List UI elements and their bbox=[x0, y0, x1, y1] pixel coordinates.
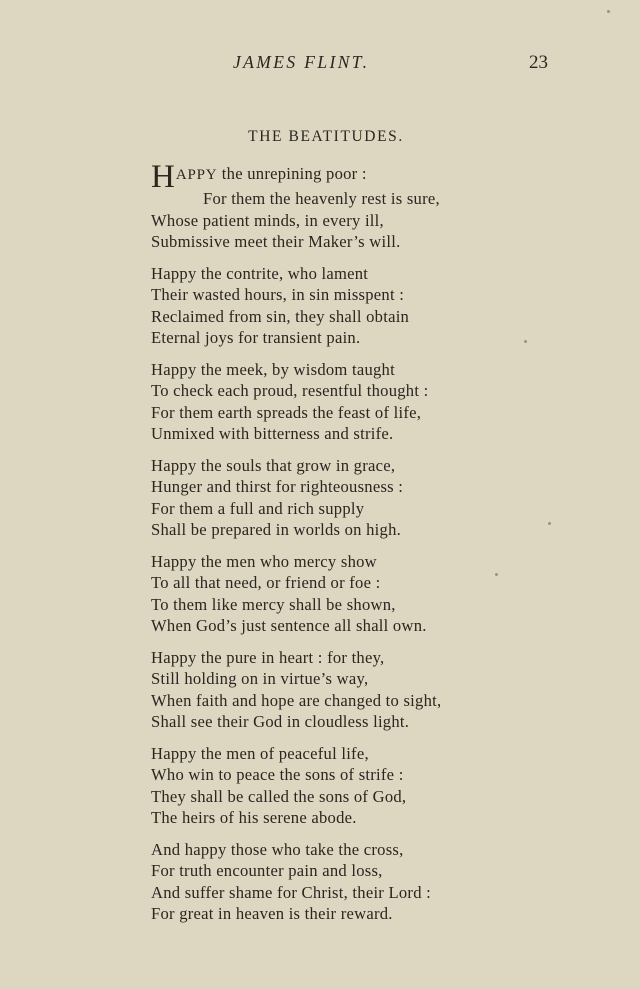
poem-line: Submissive meet their Maker’s will. bbox=[151, 232, 401, 251]
poem-line: Eternal joys for transient pain. bbox=[151, 328, 361, 347]
poem-line: Still holding on in virtue’s way, bbox=[151, 669, 369, 688]
poem-line: Unmixed with bitterness and strife. bbox=[151, 424, 394, 443]
poem-line: Who win to peace the sons of strife : bbox=[151, 765, 404, 784]
poem-line: When faith and hope are changed to sight, bbox=[151, 690, 442, 710]
poem-line: For great in heaven is their reward. bbox=[151, 904, 393, 923]
poem-title: THE BEATITUDES. bbox=[248, 128, 404, 145]
poem-line: Shall see their God in cloudless light. bbox=[151, 712, 410, 731]
stanza bbox=[151, 263, 531, 349]
poem-body bbox=[151, 159, 531, 935]
stanza bbox=[151, 359, 531, 445]
poem-line: Whose patient minds, in every ill, bbox=[151, 210, 384, 230]
running-head bbox=[0, 52, 640, 76]
poem-line: Happy the men of peaceful life, bbox=[151, 743, 369, 763]
poem-line: And happy those who take the cross, bbox=[151, 839, 404, 859]
running-title: JAMES FLINT. bbox=[233, 52, 370, 72]
poem-line: And suffer shame for Christ, their Lord : bbox=[151, 882, 431, 902]
poem-line: When God’s just sentence all shall own. bbox=[151, 616, 427, 635]
poem-line: Happy the souls that grow in grace, bbox=[151, 455, 396, 475]
drop-cap: H bbox=[151, 159, 175, 195]
stanza bbox=[151, 743, 531, 829]
poem-line: Happy the meek, by wisdom taught bbox=[151, 359, 395, 379]
first-line-rest: the unrepining poor : bbox=[217, 164, 367, 183]
poem-line: For them the heavenly rest is sure, bbox=[203, 189, 440, 208]
poem-line: Their wasted hours, in sin misspent : bbox=[151, 285, 405, 304]
poem-line: For truth encounter pain and loss, bbox=[151, 861, 383, 880]
poem-line: For them earth spreads the feast of life, bbox=[151, 402, 422, 422]
poem-line bbox=[151, 159, 531, 195]
paper-speck bbox=[495, 573, 498, 576]
stanza bbox=[151, 159, 531, 253]
first-word-small-caps: APPY bbox=[175, 167, 218, 183]
poem-line: Happy the men who mercy show bbox=[151, 551, 377, 571]
poem-line: Hunger and thirst for righteousness : bbox=[151, 477, 404, 496]
poem-line: Happy the pure in heart : for they, bbox=[151, 647, 385, 667]
poem-line: To all that need, or friend or foe : bbox=[151, 573, 381, 592]
stanza bbox=[151, 455, 531, 541]
paper-speck bbox=[524, 340, 527, 343]
poem-line: The heirs of his serene abode. bbox=[151, 808, 357, 827]
paper-speck bbox=[548, 522, 551, 525]
poem-line: Reclaimed from sin, they shall obtain bbox=[151, 306, 410, 326]
page-number: 23 bbox=[529, 52, 548, 73]
stanza bbox=[151, 839, 531, 925]
stanza bbox=[151, 647, 531, 733]
poem-line: To them like mercy shall be shown, bbox=[151, 594, 396, 614]
poem-line: Happy the contrite, who lament bbox=[151, 263, 369, 283]
stanza bbox=[151, 551, 531, 637]
poem-line: Shall be prepared in worlds on high. bbox=[151, 520, 402, 539]
poem-line: To check each proud, resentful thought : bbox=[151, 381, 429, 400]
poem-line: They shall be called the sons of God, bbox=[151, 786, 407, 806]
paper-speck bbox=[607, 10, 610, 13]
poem-line: For them a full and rich supply bbox=[151, 498, 365, 518]
